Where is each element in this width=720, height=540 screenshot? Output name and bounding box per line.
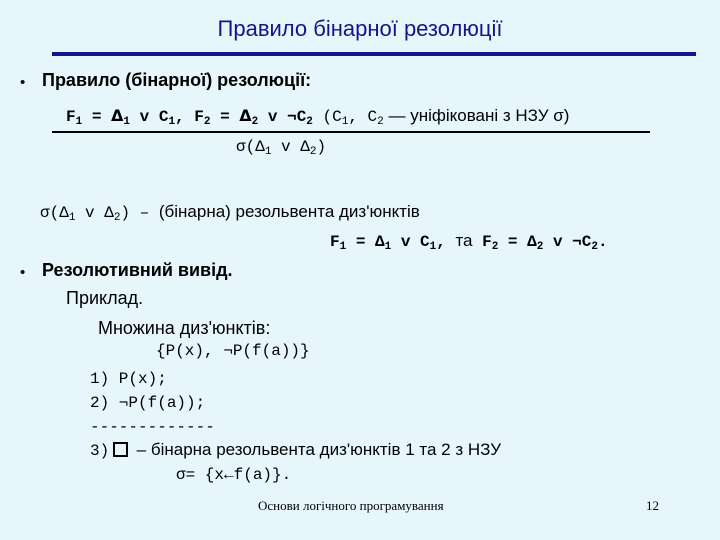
separator-line: -------------: [90, 418, 215, 436]
resolvent-condition: $F_1 = \Delta_1$ v $C_1$, та $F_2 = \Delta_2$ v $\neg C_2$.: [330, 231, 608, 253]
bullet-marker: •: [20, 74, 26, 91]
substitution: σ= {x←f(a)}.: [176, 466, 292, 484]
rule-heading: Правило (бінарної) резолюції:: [42, 70, 312, 90]
conclusion-line: $\sigma(\Delta_1$ v $\Delta_2$): [236, 138, 327, 158]
footer-text: Основи логічного програмування: [258, 498, 444, 513]
premise-line: $F_1 = \Delta_1$ v $C_1$, $F_2 = \Delta_2$ v $\neg C_2$ ($C_1$, $C_2$ — уніфіковані з НЗУ σ): [66, 106, 570, 128]
fraction-line: [52, 131, 650, 133]
title-underline: [52, 52, 696, 56]
empty-clause-icon: [113, 442, 128, 457]
step-3: 3) – бінарна резольвента диз'юнктів 1 та 2 з НЗУ: [90, 440, 502, 460]
bullet-marker: •: [20, 264, 26, 281]
example-label: Приклад.: [66, 288, 144, 308]
step-1: 1) P(x);: [90, 370, 167, 388]
bullet2-heading: Резолютивний вивід.: [42, 260, 233, 280]
set-label: Множина диз'юнктів:: [98, 318, 271, 338]
slide-title: Правило бінарної резолюції: [217, 16, 503, 41]
step-2: 2) ¬P(f(a));: [90, 394, 206, 412]
page-number: 12: [646, 498, 659, 513]
clause-set: {P(x), ¬P(f(a))}: [156, 342, 310, 360]
resolvent-definition: $\sigma(\Delta_1$ v $\Delta_2$) – (бінарна) резольвента диз'юнктів: [40, 202, 420, 224]
